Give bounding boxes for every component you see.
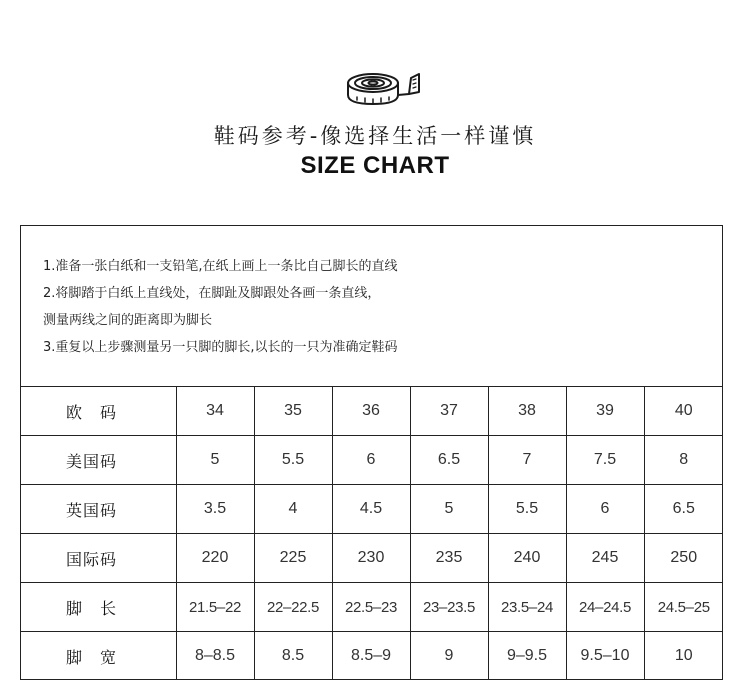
table-cell: 9–9.5	[488, 632, 566, 681]
instruction-line-2-continued: 测量两线之间的距离即为脚长	[43, 313, 213, 328]
table-cell: 8	[644, 436, 723, 485]
row-label: 脚 宽	[20, 632, 176, 681]
row-us-size	[20, 436, 723, 485]
table-cell: 40	[644, 387, 723, 436]
row-uk-size	[20, 485, 723, 534]
table-cell: 9	[410, 632, 488, 681]
table-cell: 7	[488, 436, 566, 485]
title-chinese: 鞋码参考-像选择生活一样谨慎	[213, 124, 537, 148]
instruction-line-1: 1.准备一张白纸和一支铅笔,在纸上画上一条比自己脚长的直线	[43, 259, 398, 274]
row-international-size	[20, 534, 723, 583]
table-cell: 35	[254, 387, 332, 436]
table-cell: 9.5–10	[566, 632, 644, 681]
table-cell: 22–22.5	[254, 583, 332, 632]
table-cell: 6	[332, 436, 410, 485]
table-cell: 24–24.5	[566, 583, 644, 632]
row-foot-length	[20, 583, 723, 632]
size-chart-box	[20, 225, 723, 680]
table-cell: 240	[488, 534, 566, 583]
table-cell: 6.5	[410, 436, 488, 485]
table-cell: 7.5	[566, 436, 644, 485]
table-cell: 24.5–25	[644, 583, 723, 632]
table-cell: 5.5	[488, 485, 566, 534]
table-cell: 39	[566, 387, 644, 436]
table-cell: 225	[254, 534, 332, 583]
table-cell: 34	[176, 387, 254, 436]
row-foot-width	[20, 632, 723, 681]
table-cell: 36	[332, 387, 410, 436]
table-cell: 5	[410, 485, 488, 534]
size-table	[20, 386, 723, 680]
measuring-instructions	[43, 253, 398, 361]
row-eu-size	[20, 387, 723, 436]
table-cell: 250	[644, 534, 723, 583]
instruction-line-2: 2.将脚踏于白纸上直线处，在脚趾及脚跟处各画一条直线，	[43, 286, 381, 301]
table-cell: 230	[332, 534, 410, 583]
table-cell: 23.5–24	[488, 583, 566, 632]
table-cell: 8.5–9	[332, 632, 410, 681]
title-english: SIZE CHART	[300, 152, 450, 179]
row-label: 脚 长	[20, 583, 176, 632]
table-cell: 4.5	[332, 485, 410, 534]
table-cell: 23–23.5	[410, 583, 488, 632]
table-cell: 6	[566, 485, 644, 534]
table-cell: 6.5	[644, 485, 723, 534]
row-label: 欧 码	[20, 387, 176, 436]
row-label: 国际码	[20, 534, 176, 583]
table-cell: 4	[254, 485, 332, 534]
table-cell: 220	[176, 534, 254, 583]
table-cell: 8–8.5	[176, 632, 254, 681]
table-cell: 3.5	[176, 485, 254, 534]
table-cell: 38	[488, 387, 566, 436]
table-cell: 21.5–22	[176, 583, 254, 632]
row-label: 英国码	[20, 485, 176, 534]
table-cell: 8.5	[254, 632, 332, 681]
table-cell: 235	[410, 534, 488, 583]
instruction-line-3: 3.重复以上步骤测量另一只脚的脚长,以长的一只为准确定鞋码	[43, 340, 398, 355]
table-cell: 10	[644, 632, 723, 681]
table-cell: 245	[566, 534, 644, 583]
tape-measure-icon	[343, 70, 425, 108]
row-label: 美国码	[20, 436, 176, 485]
table-cell: 5.5	[254, 436, 332, 485]
table-cell: 5	[176, 436, 254, 485]
table-cell: 22.5–23	[332, 583, 410, 632]
table-cell: 37	[410, 387, 488, 436]
